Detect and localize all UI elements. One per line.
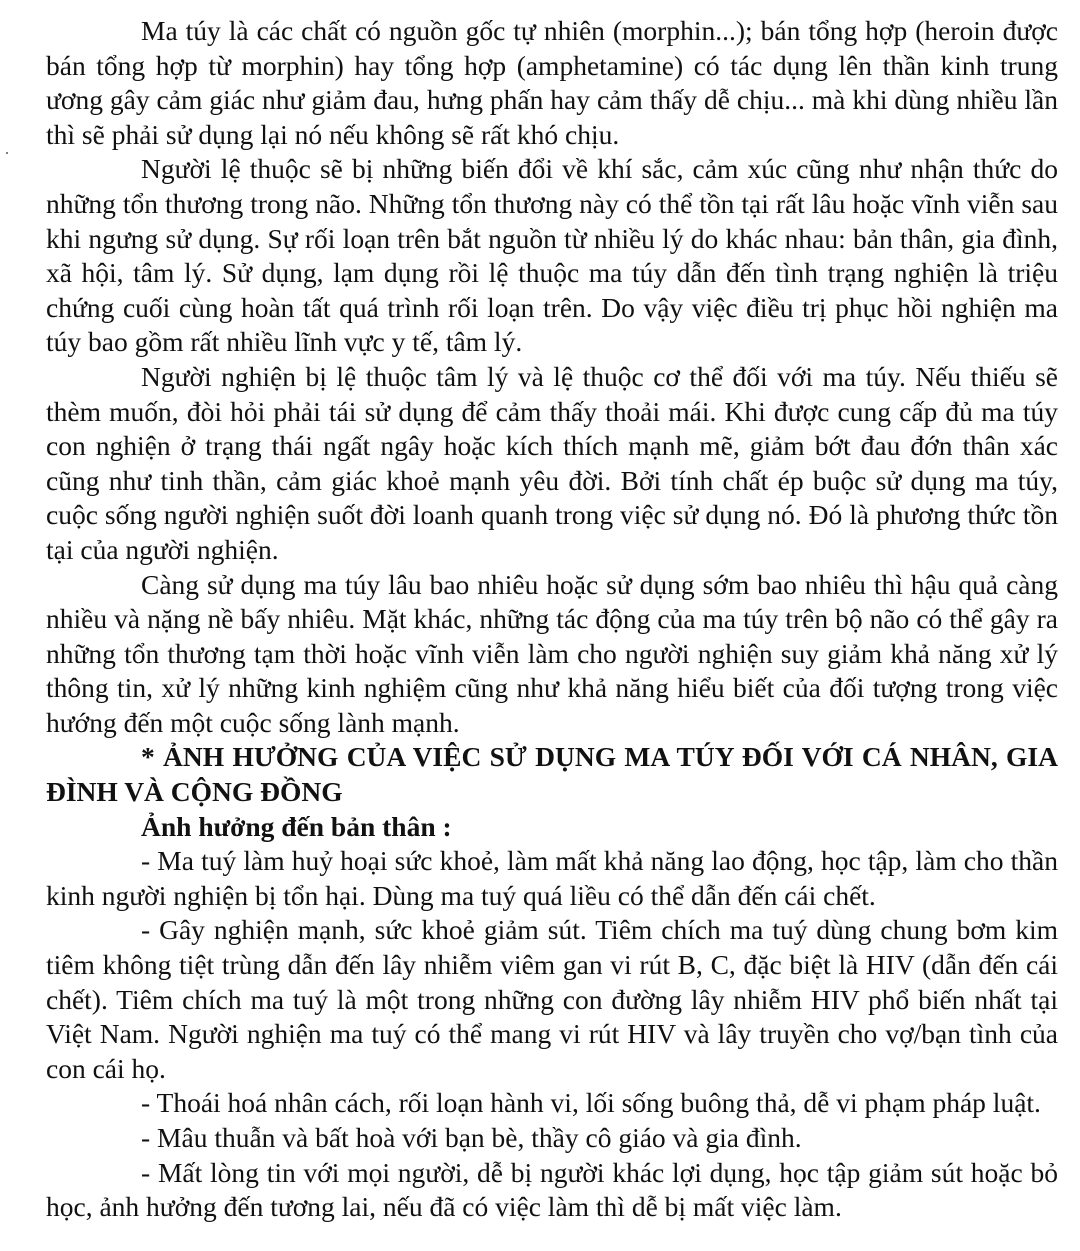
paragraph-drug-definition: Ma túy là các chất có nguồn gốc tự nhiên (morphin...); bán tổng hợp (heroin được bán tổng hợp từ morphin) hay tổng hợp (amphetamine) có tác dụng lên thần kinh trung ương gây cảm giác như giảm đau, hưng phấn hay cảm thấy dễ chịu... mà khi dùng nhiều lần thì sẽ phải sử dụng lại nó nếu không sẽ rất khó chịu.	[46, 15, 1058, 150]
bullet-item: - Ma tuý làm huỷ hoại sức khoẻ, làm mất khả năng lao động, học tập, làm cho thần kinh người nghiện bị tổn hại. Dùng ma tuý quá liều có thể dẫn đến cái chết.	[46, 845, 1058, 911]
section-heading: * ẢNH HƯỞNG CỦA VIỆC SỬ DỤNG MA TÚY ĐỐI VỚI CÁ NHÂN, GIA ĐÌNH VÀ CỘNG ĐỒNG	[46, 741, 1058, 808]
paragraph-addict-dependence: Người nghiện bị lệ thuộc tâm lý và lệ thuộc cơ thể đối với ma túy. Nếu thiếu sẽ thèm muốn, đòi hỏi phải tái sử dụng để cảm thấy thoải mái. Khi được cung cấp đủ ma túy con nghiện ở trạng thái ngất ngây hoặc kích thích mạnh mẽ, giảm bớt đau đớn thân xác cũng như tinh thần, cảm giác khoẻ mạnh yêu đời. Bởi tính chất ép buộc sử dụng ma túy, cuộc sống người nghiện suốt đời loanh quanh trong việc sử dụng nó. Đó là phương thức tồn tại của người nghiện.	[46, 360, 1058, 565]
bullet-item: - Mất lòng tin với mọi người, dễ bị người khác lợi dụng, học tập giảm sút hoặc bỏ học, ảnh hưởng đến tương lai, nếu đã có việc làm thì dễ bị mất việc làm.	[46, 1156, 1058, 1223]
bullet-item: - Gây nghiện mạnh, sức khoẻ giảm sút. Tiêm chích ma tuý dùng chung bơm kim tiêm không tiệt trùng dẫn đến lây nhiễm viêm gan vi rút B, C, đặc biệt là HIV (dẫn đến cái chết). Tiêm chích ma tuý là một trong những con đường lây nhiễm HIV phổ biến nhất tại Việt Nam. Người nghiện ma tuý có thể mang vi rút HIV và lây truyền cho vợ/bạn tình của con cái họ.	[46, 914, 1058, 1084]
bullet-item: - Thoái hoá nhân cách, rối loạn hành vi, lối sống buông thả, dễ vi phạm pháp luật.	[141, 1087, 1041, 1119]
bullet-item: - Mâu thuẫn và bất hoà với bạn bè, thầy cô giáo và gia đình.	[141, 1122, 802, 1153]
scan-speck	[6, 152, 8, 154]
paragraph-dependence-effects: Người lệ thuộc sẽ bị những biến đổi về khí sắc, cảm xúc cũng như nhận thức do những tổn thương trong não. Những tổn thương này có thể tồn tại rất lâu hoặc vĩnh viễn sau khi ngưng sử dụng. Sự rối loạn trên bắt nguồn từ nhiều lý do khác nhau: bản thân, gia đình, xã hội, tâm lý. Sử dụng, lạm dụng rồi lệ thuộc ma túy dẫn đến tình trạng nghiện là triệu chứng cuối cùng hoàn tất quá trình rối loạn trên. Do vậy việc điều trị phục hồi nghiện ma túy bao gồm rất nhiều lĩnh vực y tế, tâm lý.	[46, 153, 1058, 358]
subheading-self-impact: Ảnh hưởng đến bản thân :	[141, 810, 452, 842]
document-body	[46, 14, 1058, 1225]
paragraph-consequences: Càng sử dụng ma túy lâu bao nhiêu hoặc sử dụng sớm bao nhiêu thì hậu quả càng nhiều và nặng nề bấy nhiêu. Mặt khác, những tác động của ma túy trên bộ não có thể gây ra những tổn thương tạm thời hoặc vĩnh viễn làm cho người nghiện suy giảm khả năng xử lý thông tin, xử lý những kinh nghiệm cũng như khả năng hiểu biết của đối tượng trong việc hướng đến một cuộc sống lành mạnh.	[46, 568, 1058, 738]
